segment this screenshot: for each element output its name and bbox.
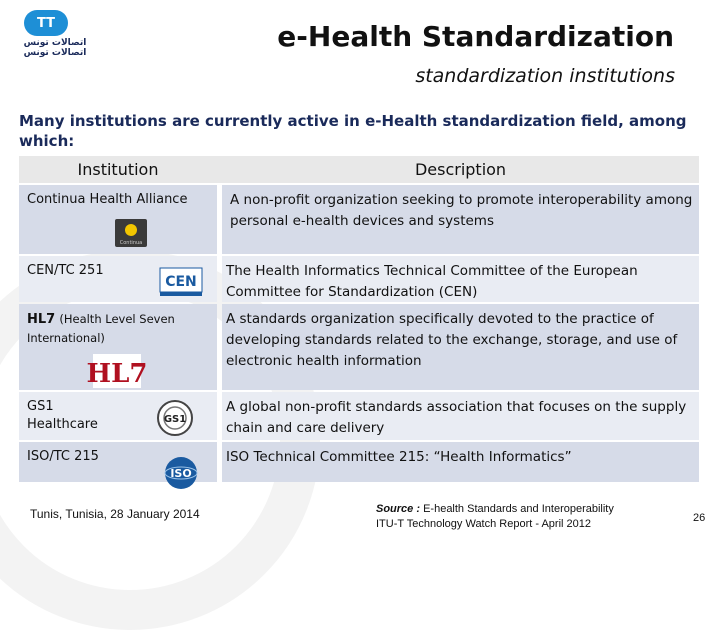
institution-description: The Health Informatics Technical Committee of the European Committee for Standardization (CEN) — [226, 263, 638, 300]
header-description: Description — [414, 160, 507, 179]
iso-logo-text: ISO — [170, 467, 192, 480]
cen-logo-icon — [160, 266, 202, 298]
source-title: E-health Standards and Interoperability — [423, 503, 614, 515]
table-row — [19, 256, 699, 302]
institutions-table — [19, 156, 699, 482]
company-logo — [20, 8, 90, 68]
cen-logo-text: CEN — [165, 274, 197, 290]
gs1-logo-text: GS1 — [163, 414, 187, 425]
institution-name: HL7 — [27, 312, 56, 327]
institution-extra: (Health Level Seven International) — [27, 312, 175, 345]
header-institution: Institution — [77, 160, 159, 179]
logo-arabic-line-1: اتصالات تونس — [23, 38, 87, 48]
footer-place-date: Tunis, Tunisia, 28 January 2014 — [30, 507, 200, 521]
source-report: ITU-T Technology Watch Report - April 2012 — [376, 518, 592, 530]
institution-description: A non-profit organization seeking to promote interoperability among personal e-health devices and systems — [230, 192, 693, 229]
table-row — [19, 442, 699, 482]
hl7-logo-icon — [86, 354, 148, 389]
gs1-logo-icon — [156, 399, 194, 437]
tt-logo-mark: TT — [24, 10, 68, 36]
table-row — [19, 185, 699, 254]
continua-logo-text: Continua — [119, 240, 143, 246]
page-number: 26 — [693, 512, 706, 524]
table-row — [19, 392, 699, 440]
institution-name: GS1 Healthcare — [27, 399, 98, 432]
iso-logo-icon — [160, 456, 202, 490]
logo-arabic-line-2: اتصالات تونس — [23, 48, 87, 58]
table-header — [19, 156, 699, 183]
slide-title: e-Health Standardization — [277, 20, 674, 53]
institution-description: A standards organization specifically devoted to the practice of developing standards related to the exchange, storage, and use of electronic health information — [226, 311, 678, 369]
hl7-logo-text: HL7 — [86, 359, 148, 389]
institution-name: Continua Health Alliance — [27, 192, 188, 207]
institution-description: ISO Technical Committee 215: “Health Informatics” — [226, 449, 572, 465]
source-label: Source : — [376, 503, 421, 515]
intro-text: Many institutions are currently active in e-Health standardization field, among which: — [19, 112, 687, 150]
institution-name: CEN/TC 251 — [27, 263, 104, 278]
table-row — [19, 304, 699, 390]
institution-name: ISO/TC 215 — [27, 449, 99, 464]
footer-source — [376, 502, 614, 532]
slide-subtitle: standardization institutions — [415, 65, 675, 87]
institution-description: A global non-profit standards association that focuses on the supply chain and care delivery — [226, 399, 687, 436]
continua-logo-icon — [115, 219, 147, 247]
